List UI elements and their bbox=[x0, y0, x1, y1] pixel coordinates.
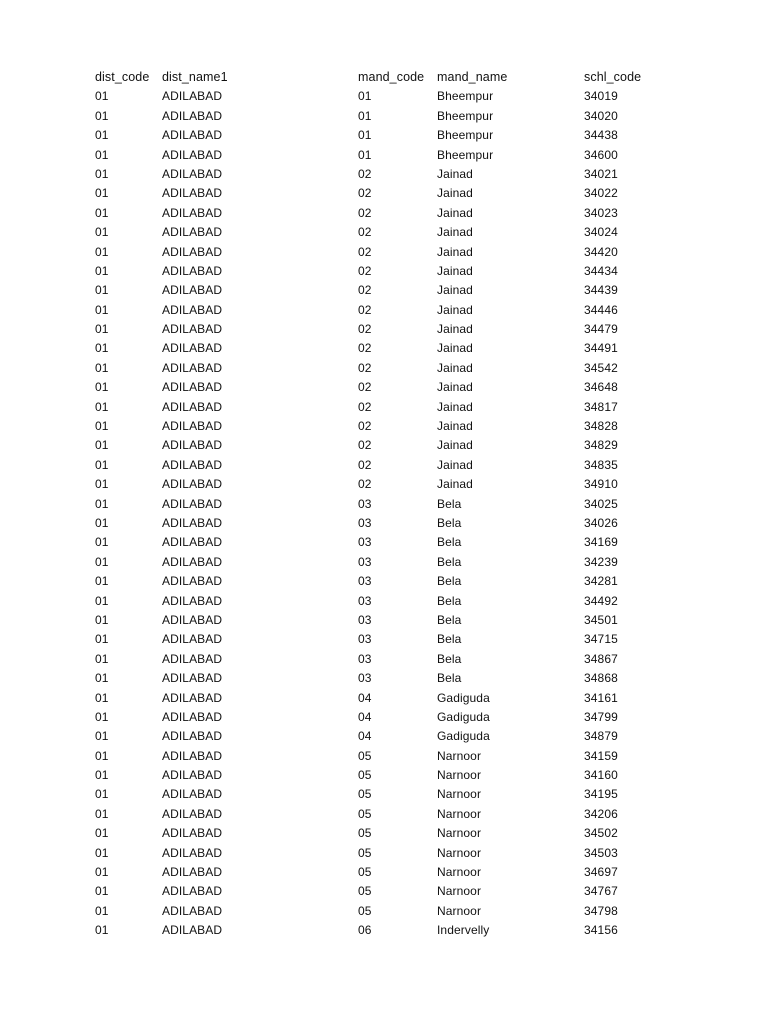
mand-code-cell: 02 bbox=[358, 263, 372, 278]
mand-code-cell: 04 bbox=[358, 709, 372, 724]
schl-code-cell: 34023 bbox=[584, 205, 618, 220]
dist-code-cell: 01 bbox=[95, 186, 109, 201]
dist-name-cell: ADILABAD bbox=[162, 438, 223, 453]
dist-code-cell: 01 bbox=[95, 748, 109, 763]
schl-code-cell: 34021 bbox=[584, 166, 618, 181]
table-row bbox=[0, 378, 768, 397]
dist-name-cell: ADILABAD bbox=[162, 535, 223, 550]
schl-code-cell: 34835 bbox=[584, 457, 618, 472]
mand-name-cell: Gadiguda bbox=[437, 709, 490, 724]
mand-name-cell: Narnoor bbox=[437, 787, 482, 802]
mand-code-cell: 05 bbox=[358, 768, 372, 783]
mand-code-cell: 02 bbox=[358, 360, 372, 375]
dist-code-cell: 01 bbox=[95, 632, 109, 647]
mand-name-cell: Indervelly bbox=[437, 923, 490, 938]
table-row bbox=[0, 281, 768, 300]
mand-name-cell: Narnoor bbox=[437, 806, 482, 821]
schl-code-cell: 34239 bbox=[584, 554, 618, 569]
dist-code-cell: 01 bbox=[95, 244, 109, 259]
dist-name-cell: ADILABAD bbox=[162, 263, 223, 278]
table-row bbox=[0, 126, 768, 145]
table-row bbox=[0, 708, 768, 727]
mand-name-cell: Jainad bbox=[437, 283, 473, 298]
mand-name-cell: Jainad bbox=[437, 302, 473, 317]
dist-name-cell: ADILABAD bbox=[162, 903, 223, 918]
mand-code-cell: 02 bbox=[358, 419, 372, 434]
mand-code-cell: 05 bbox=[358, 884, 372, 899]
column-header-mand-code: mand_code bbox=[358, 70, 425, 84]
schl-code-cell: 34798 bbox=[584, 903, 618, 918]
schl-code-cell: 34868 bbox=[584, 671, 618, 686]
dist-code-cell: 01 bbox=[95, 826, 109, 841]
schl-code-cell: 34160 bbox=[584, 768, 618, 783]
mand-name-cell: Bheempur bbox=[437, 147, 494, 162]
data-table bbox=[0, 68, 768, 941]
mand-name-cell: Bheempur bbox=[437, 89, 494, 104]
dist-name-cell: ADILABAD bbox=[162, 632, 223, 647]
dist-name-cell: ADILABAD bbox=[162, 768, 223, 783]
mand-name-cell: Bela bbox=[437, 593, 462, 608]
schl-code-cell: 34206 bbox=[584, 806, 618, 821]
column-header-dist-name1: dist_name1 bbox=[162, 70, 228, 84]
dist-code-cell: 01 bbox=[95, 865, 109, 880]
table-row bbox=[0, 339, 768, 358]
mand-code-cell: 02 bbox=[358, 166, 372, 181]
schl-code-cell: 34169 bbox=[584, 535, 618, 550]
mand-code-cell: 03 bbox=[358, 574, 372, 589]
table-row bbox=[0, 747, 768, 766]
dist-name-cell: ADILABAD bbox=[162, 89, 223, 104]
mand-code-cell: 01 bbox=[358, 128, 372, 143]
table-row bbox=[0, 107, 768, 126]
table-row bbox=[0, 766, 768, 785]
mand-name-cell: Bela bbox=[437, 574, 462, 589]
dist-code-cell: 01 bbox=[95, 438, 109, 453]
table-row bbox=[0, 320, 768, 339]
dist-name-cell: ADILABAD bbox=[162, 283, 223, 298]
mand-code-cell: 05 bbox=[358, 748, 372, 763]
mand-code-cell: 05 bbox=[358, 806, 372, 821]
schl-code-cell: 34420 bbox=[584, 244, 618, 259]
mand-code-cell: 02 bbox=[358, 186, 372, 201]
table-row bbox=[0, 223, 768, 242]
mand-code-cell: 05 bbox=[358, 826, 372, 841]
dist-code-cell: 01 bbox=[95, 205, 109, 220]
table-row bbox=[0, 398, 768, 417]
schl-code-cell: 34479 bbox=[584, 322, 618, 337]
mand-code-cell: 02 bbox=[358, 302, 372, 317]
schl-code-cell: 34879 bbox=[584, 729, 618, 744]
dist-name-cell: ADILABAD bbox=[162, 477, 223, 492]
column-header-dist-code: dist_code bbox=[95, 70, 150, 84]
mand-name-cell: Jainad bbox=[437, 457, 473, 472]
table-row bbox=[0, 572, 768, 591]
dist-code-cell: 01 bbox=[95, 787, 109, 802]
dist-name-cell: ADILABAD bbox=[162, 322, 223, 337]
schl-code-cell: 34161 bbox=[584, 690, 618, 705]
dist-code-cell: 01 bbox=[95, 574, 109, 589]
dist-code-cell: 01 bbox=[95, 884, 109, 899]
mand-code-cell: 02 bbox=[358, 477, 372, 492]
dist-name-cell: ADILABAD bbox=[162, 380, 223, 395]
table-row bbox=[0, 87, 768, 106]
mand-code-cell: 01 bbox=[358, 108, 372, 123]
dist-code-cell: 01 bbox=[95, 457, 109, 472]
mand-name-cell: Narnoor bbox=[437, 865, 482, 880]
dist-code-cell: 01 bbox=[95, 729, 109, 744]
table-row bbox=[0, 611, 768, 630]
dist-code-cell: 01 bbox=[95, 322, 109, 337]
column-header-mand-name: mand_name bbox=[437, 70, 508, 84]
table-row bbox=[0, 882, 768, 901]
dist-code-cell: 01 bbox=[95, 128, 109, 143]
mand-code-cell: 02 bbox=[358, 380, 372, 395]
schl-code-cell: 34829 bbox=[584, 438, 618, 453]
table-row bbox=[0, 553, 768, 572]
schl-code-cell: 34019 bbox=[584, 89, 618, 104]
mand-code-cell: 02 bbox=[358, 341, 372, 356]
schl-code-cell: 34439 bbox=[584, 283, 618, 298]
schl-code-cell: 34446 bbox=[584, 302, 618, 317]
dist-code-cell: 01 bbox=[95, 515, 109, 530]
mand-name-cell: Bela bbox=[437, 632, 462, 647]
mand-code-cell: 02 bbox=[358, 205, 372, 220]
dist-code-cell: 01 bbox=[95, 263, 109, 278]
dist-name-cell: ADILABAD bbox=[162, 865, 223, 880]
schl-code-cell: 34828 bbox=[584, 419, 618, 434]
dist-name-cell: ADILABAD bbox=[162, 166, 223, 181]
table-row bbox=[0, 824, 768, 843]
schl-code-cell: 34434 bbox=[584, 263, 618, 278]
mand-code-cell: 04 bbox=[358, 729, 372, 744]
table-header-row bbox=[0, 68, 768, 87]
table-row bbox=[0, 243, 768, 262]
dist-name-cell: ADILABAD bbox=[162, 554, 223, 569]
dist-code-cell: 01 bbox=[95, 399, 109, 414]
dist-name-cell: ADILABAD bbox=[162, 302, 223, 317]
mand-name-cell: Jainad bbox=[437, 380, 473, 395]
mand-code-cell: 02 bbox=[358, 457, 372, 472]
mand-name-cell: Narnoor bbox=[437, 845, 482, 860]
schl-code-cell: 34281 bbox=[584, 574, 618, 589]
dist-name-cell: ADILABAD bbox=[162, 515, 223, 530]
mand-name-cell: Bela bbox=[437, 554, 462, 569]
mand-code-cell: 03 bbox=[358, 612, 372, 627]
schl-code-cell: 34022 bbox=[584, 186, 618, 201]
table-row bbox=[0, 262, 768, 281]
mand-code-cell: 02 bbox=[358, 283, 372, 298]
schl-code-cell: 34600 bbox=[584, 147, 618, 162]
schl-code-cell: 34910 bbox=[584, 477, 618, 492]
schl-code-cell: 34024 bbox=[584, 225, 618, 240]
mand-name-cell: Jainad bbox=[437, 399, 473, 414]
schl-code-cell: 34025 bbox=[584, 496, 618, 511]
mand-name-cell: Narnoor bbox=[437, 768, 482, 783]
mand-name-cell: Jainad bbox=[437, 341, 473, 356]
mand-code-cell: 01 bbox=[358, 89, 372, 104]
schl-code-cell: 34438 bbox=[584, 128, 618, 143]
mand-code-cell: 02 bbox=[358, 225, 372, 240]
schl-code-cell: 34195 bbox=[584, 787, 618, 802]
dist-name-cell: ADILABAD bbox=[162, 147, 223, 162]
dist-code-cell: 01 bbox=[95, 302, 109, 317]
dist-code-cell: 01 bbox=[95, 108, 109, 123]
dist-name-cell: ADILABAD bbox=[162, 612, 223, 627]
dist-name-cell: ADILABAD bbox=[162, 651, 223, 666]
mand-name-cell: Jainad bbox=[437, 419, 473, 434]
mand-name-cell: Jainad bbox=[437, 477, 473, 492]
mand-name-cell: Bela bbox=[437, 612, 462, 627]
mand-name-cell: Bela bbox=[437, 671, 462, 686]
dist-code-cell: 01 bbox=[95, 360, 109, 375]
mand-name-cell: Jainad bbox=[437, 166, 473, 181]
schl-code-cell: 34542 bbox=[584, 360, 618, 375]
mand-code-cell: 05 bbox=[358, 845, 372, 860]
dist-name-cell: ADILABAD bbox=[162, 244, 223, 259]
schl-code-cell: 34817 bbox=[584, 399, 618, 414]
dist-code-cell: 01 bbox=[95, 806, 109, 821]
schl-code-cell: 34715 bbox=[584, 632, 618, 647]
schl-code-cell: 34156 bbox=[584, 923, 618, 938]
mand-code-cell: 05 bbox=[358, 903, 372, 918]
mand-code-cell: 03 bbox=[358, 632, 372, 647]
mand-code-cell: 02 bbox=[358, 322, 372, 337]
mand-name-cell: Narnoor bbox=[437, 884, 482, 899]
mand-name-cell: Bela bbox=[437, 515, 462, 530]
mand-name-cell: Bheempur bbox=[437, 108, 494, 123]
table-row bbox=[0, 592, 768, 611]
dist-code-cell: 01 bbox=[95, 593, 109, 608]
dist-name-cell: ADILABAD bbox=[162, 806, 223, 821]
mand-code-cell: 02 bbox=[358, 244, 372, 259]
dist-name-cell: ADILABAD bbox=[162, 360, 223, 375]
dist-name-cell: ADILABAD bbox=[162, 729, 223, 744]
dist-code-cell: 01 bbox=[95, 341, 109, 356]
schl-code-cell: 34020 bbox=[584, 108, 618, 123]
mand-code-cell: 03 bbox=[358, 651, 372, 666]
mand-code-cell: 05 bbox=[358, 865, 372, 880]
column-header-schl-code: schl_code bbox=[584, 70, 642, 84]
mand-name-cell: Bela bbox=[437, 535, 462, 550]
mand-name-cell: Bela bbox=[437, 496, 462, 511]
dist-code-cell: 01 bbox=[95, 89, 109, 104]
schl-code-cell: 34491 bbox=[584, 341, 618, 356]
dist-code-cell: 01 bbox=[95, 147, 109, 162]
dist-name-cell: ADILABAD bbox=[162, 923, 223, 938]
dist-name-cell: ADILABAD bbox=[162, 108, 223, 123]
schl-code-cell: 34502 bbox=[584, 826, 618, 841]
dist-name-cell: ADILABAD bbox=[162, 748, 223, 763]
mand-code-cell: 03 bbox=[358, 554, 372, 569]
table-row bbox=[0, 456, 768, 475]
dist-name-cell: ADILABAD bbox=[162, 574, 223, 589]
schl-code-cell: 34867 bbox=[584, 651, 618, 666]
schl-code-cell: 34026 bbox=[584, 515, 618, 530]
dist-code-cell: 01 bbox=[95, 225, 109, 240]
mand-name-cell: Narnoor bbox=[437, 826, 482, 841]
dist-code-cell: 01 bbox=[95, 690, 109, 705]
table-row bbox=[0, 417, 768, 436]
mand-code-cell: 02 bbox=[358, 399, 372, 414]
schl-code-cell: 34767 bbox=[584, 884, 618, 899]
table-row bbox=[0, 727, 768, 746]
mand-name-cell: Jainad bbox=[437, 438, 473, 453]
table-row bbox=[0, 630, 768, 649]
dist-name-cell: ADILABAD bbox=[162, 845, 223, 860]
dist-name-cell: ADILABAD bbox=[162, 225, 223, 240]
table-row bbox=[0, 844, 768, 863]
mand-code-cell: 04 bbox=[358, 690, 372, 705]
table-row bbox=[0, 204, 768, 223]
mand-name-cell: Gadiguda bbox=[437, 729, 490, 744]
mand-code-cell: 03 bbox=[358, 671, 372, 686]
table-row bbox=[0, 650, 768, 669]
mand-code-cell: 03 bbox=[358, 535, 372, 550]
table-row bbox=[0, 902, 768, 921]
table-row bbox=[0, 863, 768, 882]
mand-code-cell: 05 bbox=[358, 787, 372, 802]
dist-code-cell: 01 bbox=[95, 671, 109, 686]
dist-name-cell: ADILABAD bbox=[162, 690, 223, 705]
mand-code-cell: 06 bbox=[358, 923, 372, 938]
table-row bbox=[0, 669, 768, 688]
table-body bbox=[0, 87, 768, 940]
dist-code-cell: 01 bbox=[95, 768, 109, 783]
table-row bbox=[0, 689, 768, 708]
table-row bbox=[0, 436, 768, 455]
mand-name-cell: Jainad bbox=[437, 244, 473, 259]
dist-code-cell: 01 bbox=[95, 477, 109, 492]
dist-code-cell: 01 bbox=[95, 380, 109, 395]
dist-name-cell: ADILABAD bbox=[162, 884, 223, 899]
schl-code-cell: 34503 bbox=[584, 845, 618, 860]
schl-code-cell: 34501 bbox=[584, 612, 618, 627]
mand-name-cell: Jainad bbox=[437, 225, 473, 240]
dist-code-cell: 01 bbox=[95, 535, 109, 550]
schl-code-cell: 34799 bbox=[584, 709, 618, 724]
mand-name-cell: Bela bbox=[437, 651, 462, 666]
table-row bbox=[0, 165, 768, 184]
mand-code-cell: 03 bbox=[358, 496, 372, 511]
table-row bbox=[0, 301, 768, 320]
mand-name-cell: Gadiguda bbox=[437, 690, 490, 705]
schl-code-cell: 34492 bbox=[584, 593, 618, 608]
table-row bbox=[0, 359, 768, 378]
table-row bbox=[0, 495, 768, 514]
dist-name-cell: ADILABAD bbox=[162, 128, 223, 143]
dist-name-cell: ADILABAD bbox=[162, 186, 223, 201]
dist-code-cell: 01 bbox=[95, 283, 109, 298]
mand-code-cell: 03 bbox=[358, 593, 372, 608]
dist-name-cell: ADILABAD bbox=[162, 826, 223, 841]
dist-name-cell: ADILABAD bbox=[162, 709, 223, 724]
dist-name-cell: ADILABAD bbox=[162, 671, 223, 686]
table-row bbox=[0, 514, 768, 533]
schl-code-cell: 34648 bbox=[584, 380, 618, 395]
mand-code-cell: 01 bbox=[358, 147, 372, 162]
dist-name-cell: ADILABAD bbox=[162, 457, 223, 472]
mand-name-cell: Jainad bbox=[437, 186, 473, 201]
mand-name-cell: Narnoor bbox=[437, 748, 482, 763]
table-row bbox=[0, 921, 768, 940]
mand-name-cell: Jainad bbox=[437, 360, 473, 375]
mand-name-cell: Narnoor bbox=[437, 903, 482, 918]
schl-code-cell: 34697 bbox=[584, 865, 618, 880]
dist-name-cell: ADILABAD bbox=[162, 205, 223, 220]
dist-name-cell: ADILABAD bbox=[162, 419, 223, 434]
dist-code-cell: 01 bbox=[95, 612, 109, 627]
mand-name-cell: Jainad bbox=[437, 205, 473, 220]
dist-code-cell: 01 bbox=[95, 419, 109, 434]
dist-code-cell: 01 bbox=[95, 709, 109, 724]
mand-name-cell: Jainad bbox=[437, 322, 473, 337]
dist-code-cell: 01 bbox=[95, 554, 109, 569]
mand-code-cell: 02 bbox=[358, 438, 372, 453]
dist-code-cell: 01 bbox=[95, 496, 109, 511]
dist-name-cell: ADILABAD bbox=[162, 496, 223, 511]
dist-name-cell: ADILABAD bbox=[162, 399, 223, 414]
table-row bbox=[0, 533, 768, 552]
dist-code-cell: 01 bbox=[95, 923, 109, 938]
table-row bbox=[0, 146, 768, 165]
dist-code-cell: 01 bbox=[95, 845, 109, 860]
dist-name-cell: ADILABAD bbox=[162, 593, 223, 608]
table-row bbox=[0, 785, 768, 804]
table-row bbox=[0, 184, 768, 203]
mand-code-cell: 03 bbox=[358, 515, 372, 530]
schl-code-cell: 34159 bbox=[584, 748, 618, 763]
table-row bbox=[0, 805, 768, 824]
dist-code-cell: 01 bbox=[95, 651, 109, 666]
dist-code-cell: 01 bbox=[95, 903, 109, 918]
mand-name-cell: Bheempur bbox=[437, 128, 494, 143]
table-row bbox=[0, 475, 768, 494]
mand-name-cell: Jainad bbox=[437, 263, 473, 278]
dist-name-cell: ADILABAD bbox=[162, 341, 223, 356]
dist-name-cell: ADILABAD bbox=[162, 787, 223, 802]
dist-code-cell: 01 bbox=[95, 166, 109, 181]
